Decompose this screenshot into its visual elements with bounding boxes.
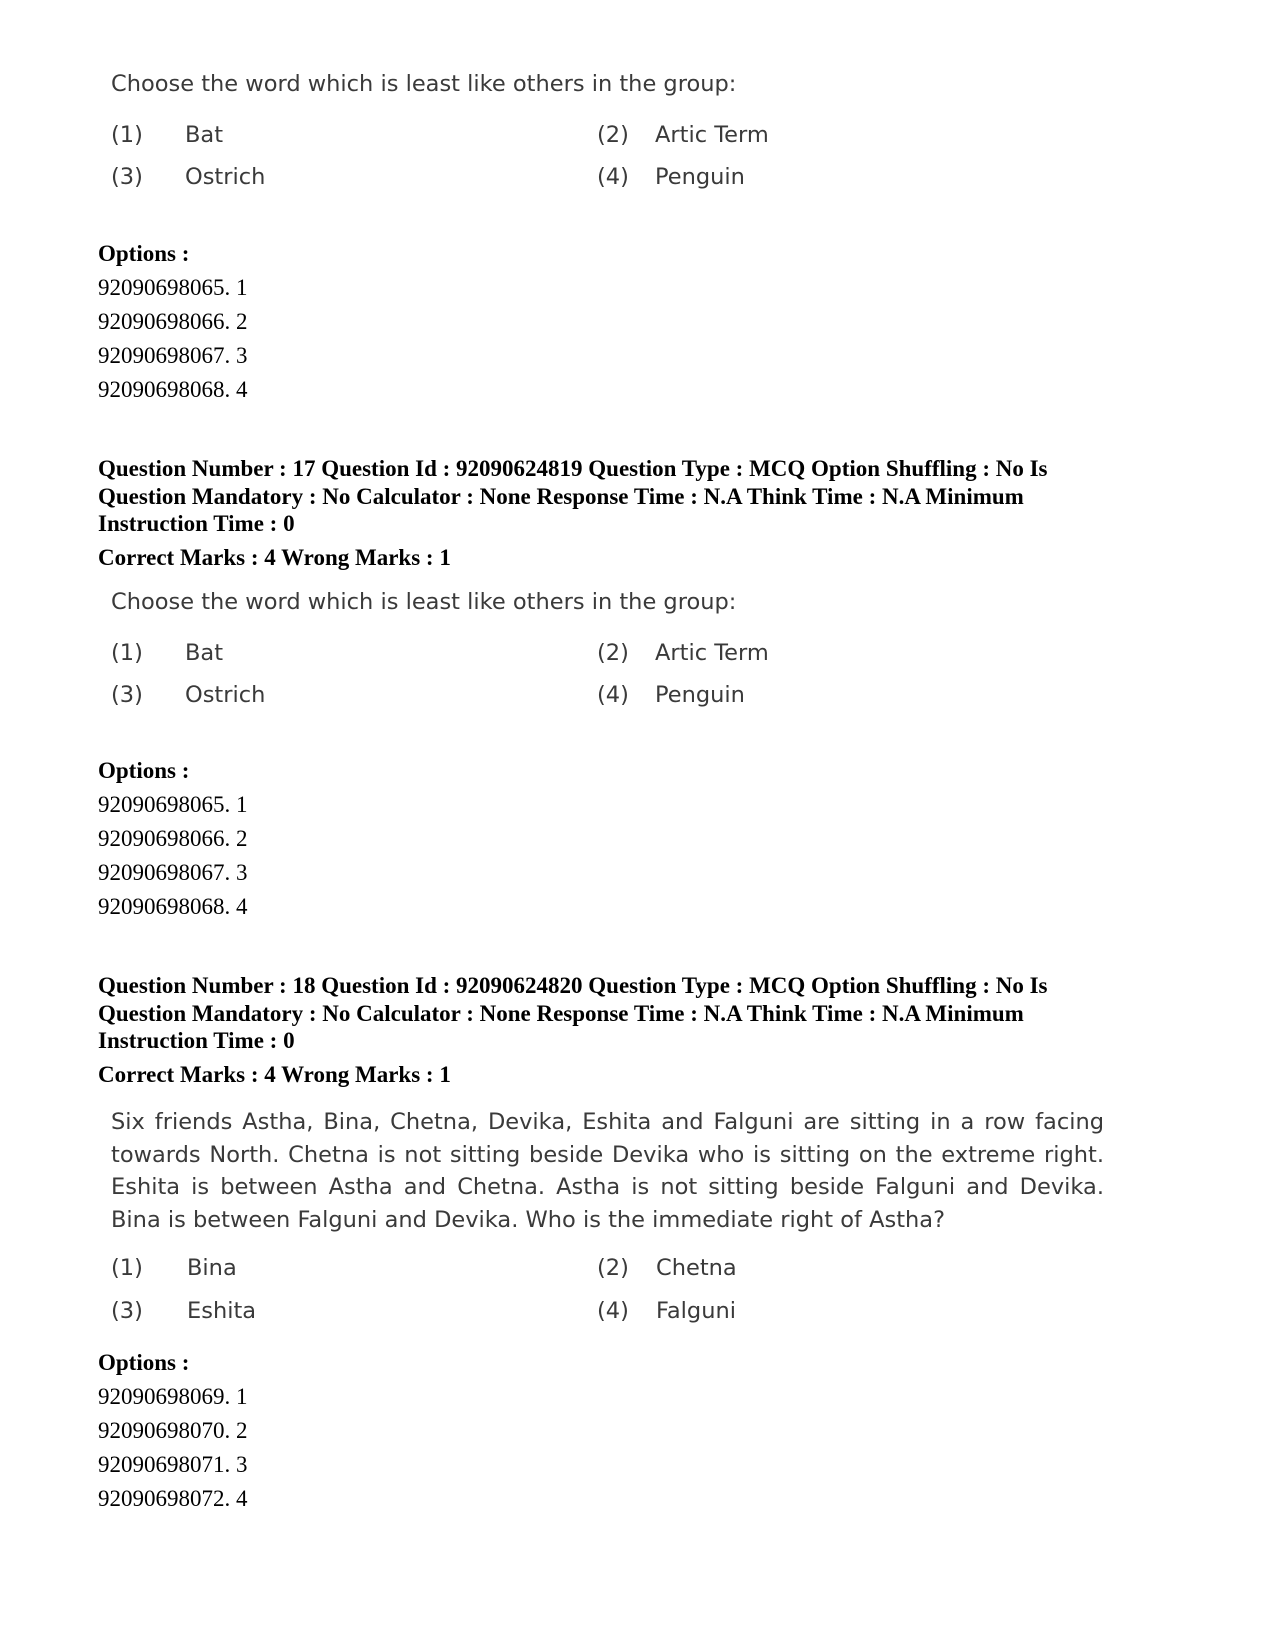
question-header bbox=[98, 972, 1128, 1055]
choice-number: (2) bbox=[597, 122, 629, 148]
marks-line: Correct Marks : 4 Wrong Marks : 1 bbox=[98, 545, 451, 570]
choice-text: Bina bbox=[187, 1255, 237, 1281]
choice-number: (1) bbox=[111, 640, 143, 666]
option-line: 92090698066. 2 bbox=[98, 826, 248, 851]
option-line: 92090698067. 3 bbox=[98, 343, 248, 368]
choice-text: Ostrich bbox=[185, 164, 266, 190]
option-line: 92090698068. 4 bbox=[98, 894, 248, 919]
choice-text: Penguin bbox=[655, 682, 745, 708]
choice-text: Penguin bbox=[655, 164, 745, 190]
choice-text: Artic Term bbox=[655, 122, 769, 148]
choice-number: (2) bbox=[597, 1255, 629, 1281]
marks-line: Correct Marks : 4 Wrong Marks : 1 bbox=[98, 1062, 451, 1087]
choice-number: (2) bbox=[597, 640, 629, 666]
option-line: 92090698065. 1 bbox=[98, 792, 248, 817]
choice-text: Chetna bbox=[656, 1255, 737, 1281]
question-text: Six friends Astha, Bina, Chetna, Devika, Eshita and Falguni are sitting in a row facing towards North. Chetna is not sitting beside Devika who is sitting on the extreme right. Eshita is between Astha and Chetna. Astha is not sitting beside Falguni and Devika. Bina is between Falguni and Devika. Who is the immediate right of Astha? bbox=[111, 1109, 1104, 1234]
header-line: Question Mandatory : No Calculator : None Response Time : N.A Think Time : N.A Minimum bbox=[98, 1000, 1024, 1026]
choice-number: (3) bbox=[111, 682, 143, 708]
option-line: 92090698066. 2 bbox=[98, 309, 248, 334]
choice-number: (3) bbox=[111, 164, 143, 190]
option-line: 92090698065. 1 bbox=[98, 275, 248, 300]
options-label: Options : bbox=[98, 758, 190, 783]
header-line: Question Mandatory : No Calculator : None Response Time : N.A Think Time : N.A Minimum bbox=[98, 483, 1024, 509]
option-line: 92090698067. 3 bbox=[98, 860, 248, 885]
choice-number: (1) bbox=[111, 122, 143, 148]
choice-text: Eshita bbox=[187, 1298, 257, 1324]
choice-number: (4) bbox=[597, 1298, 629, 1324]
options-label: Options : bbox=[98, 1350, 190, 1375]
option-line: 92090698069. 1 bbox=[98, 1384, 248, 1409]
choice-text: Ostrich bbox=[185, 682, 266, 708]
choice-number: (3) bbox=[111, 1298, 143, 1324]
choice-number: (4) bbox=[597, 164, 629, 190]
choice-text: Bat bbox=[185, 122, 224, 148]
option-line: 92090698068. 4 bbox=[98, 377, 248, 402]
choice-text: Falguni bbox=[656, 1298, 736, 1324]
options-label: Options : bbox=[98, 241, 190, 266]
choice-number: (1) bbox=[111, 1255, 143, 1281]
option-line: 92090698070. 2 bbox=[98, 1418, 248, 1443]
header-line: Instruction Time : 0 bbox=[98, 511, 295, 537]
question-header bbox=[98, 455, 1128, 538]
choice-text: Bat bbox=[185, 640, 224, 666]
option-line: 92090698071. 3 bbox=[98, 1452, 248, 1477]
option-line: 92090698072. 4 bbox=[98, 1486, 248, 1511]
question-text: Choose the word which is least like others in the group: bbox=[111, 71, 737, 97]
header-line: Question Number : 17 Question Id : 92090624819 Question Type : MCQ Option Shuffling : No Is bbox=[98, 456, 1048, 481]
header-line: Instruction Time : 0 bbox=[98, 1028, 295, 1054]
choice-text: Artic Term bbox=[655, 640, 769, 666]
choice-number: (4) bbox=[597, 682, 629, 708]
question-text: Choose the word which is least like others in the group: bbox=[111, 589, 737, 615]
header-line: Question Number : 18 Question Id : 92090624820 Question Type : MCQ Option Shuffling : No Is bbox=[98, 973, 1048, 998]
